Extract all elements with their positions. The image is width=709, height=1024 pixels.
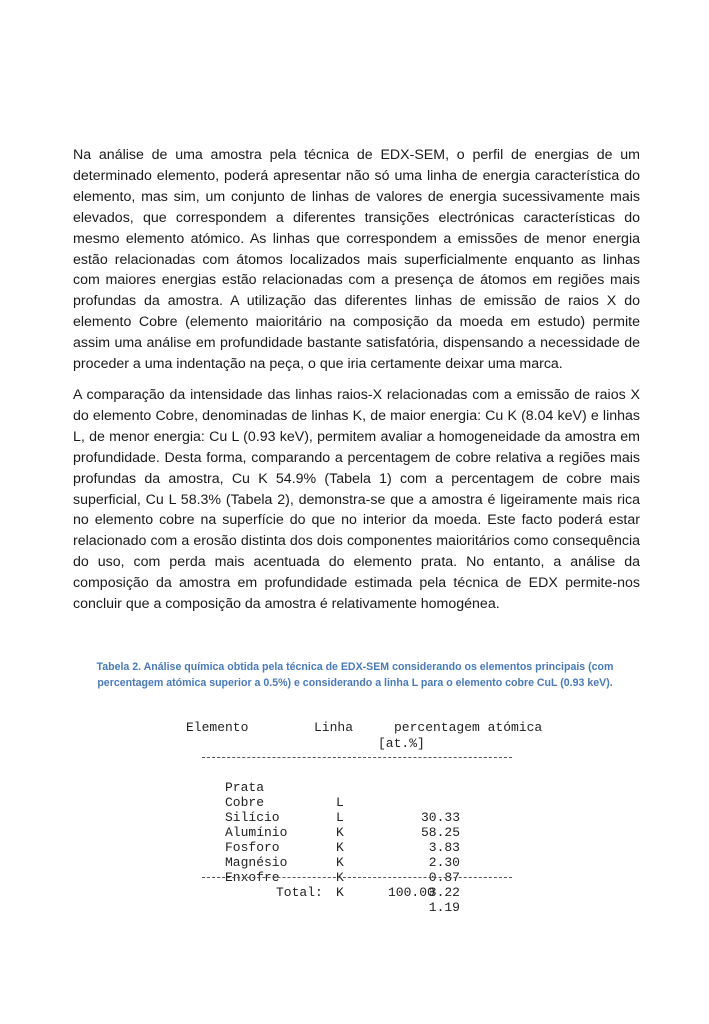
cell-element: Prata xyxy=(225,780,265,795)
header-percent: percentagem atómica xyxy=(394,720,543,735)
cell-line: L xyxy=(336,810,344,825)
cell-line: K xyxy=(336,840,344,855)
cell-line: L xyxy=(336,795,344,810)
cell-element: Silício xyxy=(225,810,280,825)
paragraph-text: A comparação da intensidade das linhas raios-X relacionadas com a emissão de raios X do elemento Cobre, denominadas de linhas K, de maior energia: Cu K (8.04 keV) e linhas L, de menor energia: Cu L (0.93 keV), permitem avaliar a homogeneidade da amostra em profundidade. Desta forma, comparando a percentagem de cobre relativa a regiões mais profundas da amostra, Cu K 54.9% (Tabela 1) com a percentagem de cobre mais superficial, Cu L 58.3% (Tabela 2), demonstra-se que a amostra é ligeiramente mais rica no elemento cobre na superfície do que no interior da moeda. Este facto poderá estar relacionado com a erosão distinta dos dois componentes maioritários como consequência do uso, com perda mais acentuada do elemento prata. No entanto, a análise da composição da amostra em profundidade estimada pela técnica de EDX permite-nos concluir que a composição da amostra é relativamente homogénea. xyxy=(73,387,640,613)
total-label: Total: xyxy=(276,885,323,900)
cell-element: Fosforo xyxy=(225,840,280,855)
cell-element: Magnésio xyxy=(225,855,288,870)
cell-line: K xyxy=(336,885,344,900)
cell-value: 1.19 xyxy=(428,900,460,915)
cell-element: Cobre xyxy=(225,795,265,810)
cell-value: 58.25 xyxy=(420,825,460,840)
table-bottom-rule xyxy=(202,877,512,878)
cell-value: 30.33 xyxy=(420,810,460,825)
cell-line: K xyxy=(336,825,344,840)
cell-element: Alumínio xyxy=(225,825,288,840)
cell-line: K xyxy=(336,870,344,885)
body-paragraph-2 xyxy=(73,385,640,615)
cell-element: Enxofre xyxy=(225,870,280,885)
cell-value: 2.30 xyxy=(428,855,460,870)
caption-line-1: Tabela 2. Análise química obtida pela técnica de EDX-SEM considerando os elementos principais (com xyxy=(96,661,614,673)
header-unit: [at.%] xyxy=(378,736,425,751)
header-line: Linha xyxy=(314,720,354,735)
body-paragraph-1 xyxy=(73,145,640,375)
cell-value: 0.87 xyxy=(428,870,460,885)
cell-value: 3.83 xyxy=(428,840,460,855)
cell-line: K xyxy=(336,855,344,870)
paragraph-text: Na análise de uma amostra pela técnica de EDX-SEM, o perfil de energias de um determinado elemento, poderá apresentar não só uma linha de energia característica do elemento, mas sim, um conjunto de linhas de valores de energia sucessivamente mais elevados, que correspondem a diferentes transições electrónicas características do mesmo elemento atómico. As linhas que correspondem a emissões de menor energia estão relacionadas com átomos localizados mais superficialmente enquanto as linhas com maiores energias estão relacionadas com a presença de átomos em regiões mais profundas da amostra. A utilização das diferentes linhas de emissão de raios X do elemento Cobre (elemento maioritário na composição da moeda em estudo) permite assim uma análise em profundidade bastante satisfatória, dispensando a necessidade de proceder a uma indentação na peça, o que iria certamente deixar uma marca. xyxy=(73,147,640,373)
table-caption xyxy=(92,659,618,691)
cell-value: 3.22 xyxy=(428,885,460,900)
caption-line-2: percentagem atómica superior a 0.5%) e considerando a linha L para o elemento cobre CuL (0.93 keV). xyxy=(97,677,613,689)
total-value: 100.00 xyxy=(388,885,435,900)
table-top-rule xyxy=(202,757,512,758)
header-element: Elemento xyxy=(186,720,249,735)
